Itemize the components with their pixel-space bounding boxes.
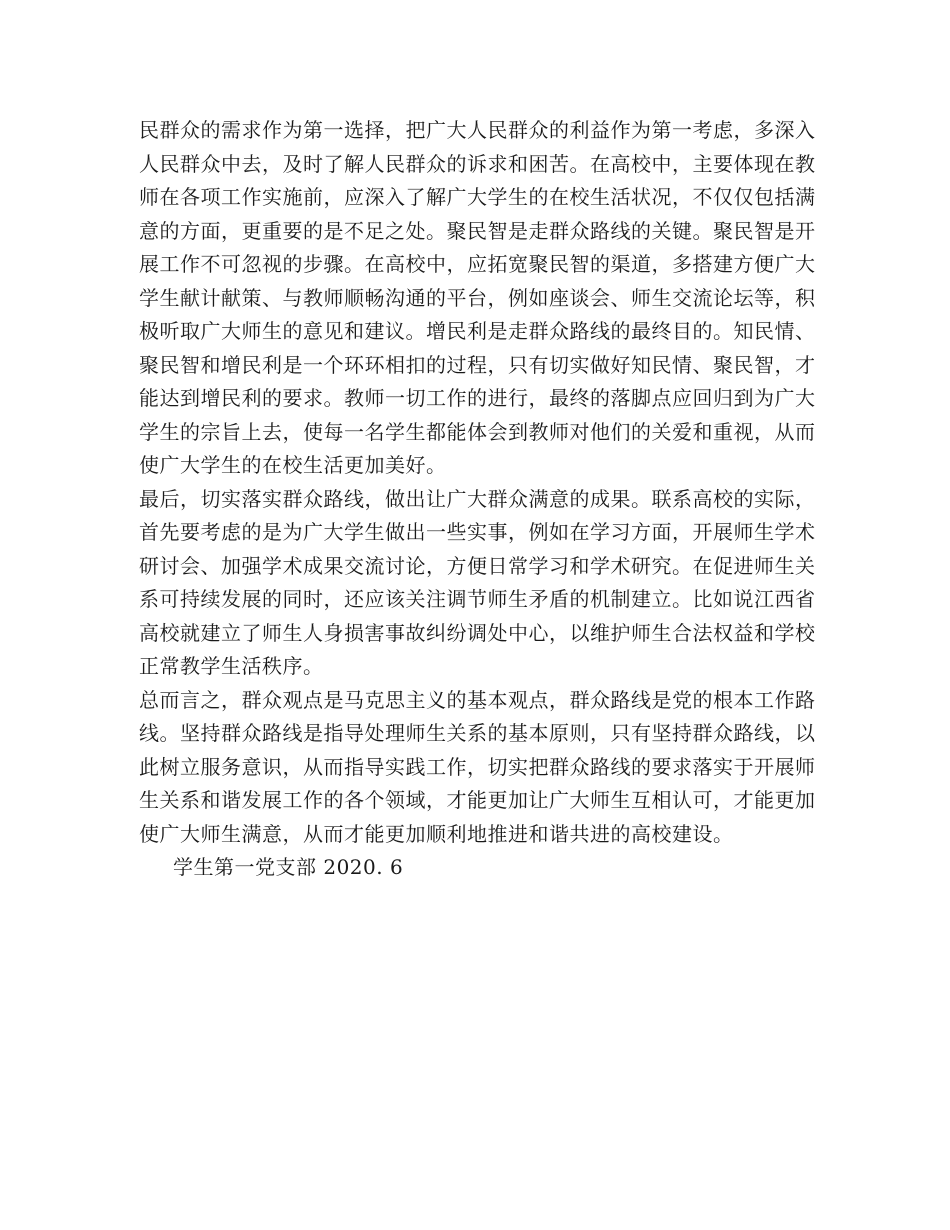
paragraph-1: 民群众的需求作为第一选择，把广大人民群众的利益作为第一考虑，多深入人民群众中去，及时了解人民群众的诉求和困苦。在高校中，主要体现在教师在各项工作实施前，应深入了解广大学生的在校生活状况，不仅仅包括满意的方面，更重要的是不足之处。聚民智是走群众路线的关键。聚民智是开展工作不可忽视的步骤。在高校中，应拓宽聚民智的渠道，多搭建方便广大学生献计献策、与教师顺畅沟通的平台，例如座谈会、师生交流论坛等，积极听取广大师生的意见和建议。增民利是走群众路线的最终目的。知民情、聚民智和增民利是一个环环相扣的过程，只有切实做好知民情、聚民智，才能达到增民利的要求。教师一切工作的进行，最终的落脚点应回归到为广大学生的宗旨上去，使每一名学生都能体会到教师对他们的关爱和重视，从而使广大学生的在校生活更加美好。 xyxy=(139,118,816,477)
document-body xyxy=(139,114,819,885)
signature-line: 学生第一党支部 2020. 6 xyxy=(173,855,404,879)
paragraph-2: 最后，切实落实群众路线，做出让广大群众满意的成果。联系高校的实际，首先要考虑的是为广大学生做出一些实事，例如在学习方面，开展师生学术研讨会、加强学术成果交流讨论，方便日常学习和学术研究。在促进师生关系可持续发展的同时，还应该关注调节师生矛盾的机制建立。比如说江西省高校就建立了师生人身损害事故纠纷调处中心，以维护师生合法权益和学校正常教学生活秩序。 xyxy=(139,486,816,678)
paragraph-3: 总而言之，群众观点是马克思主义的基本观点，群众路线是党的根本工作路线。坚持群众路线是指导处理师生关系的基本原则，只有坚持群众路线，以此树立服务意识，从而指导实践工作，切实把群众路线的要求落实于开展师生关系和谐发展工作的各个领域，才能更加让广大师生互相认可，才能更加使广大师生满意，从而才能更加顺利地推进和谐共进的高校建设。 xyxy=(139,687,816,846)
